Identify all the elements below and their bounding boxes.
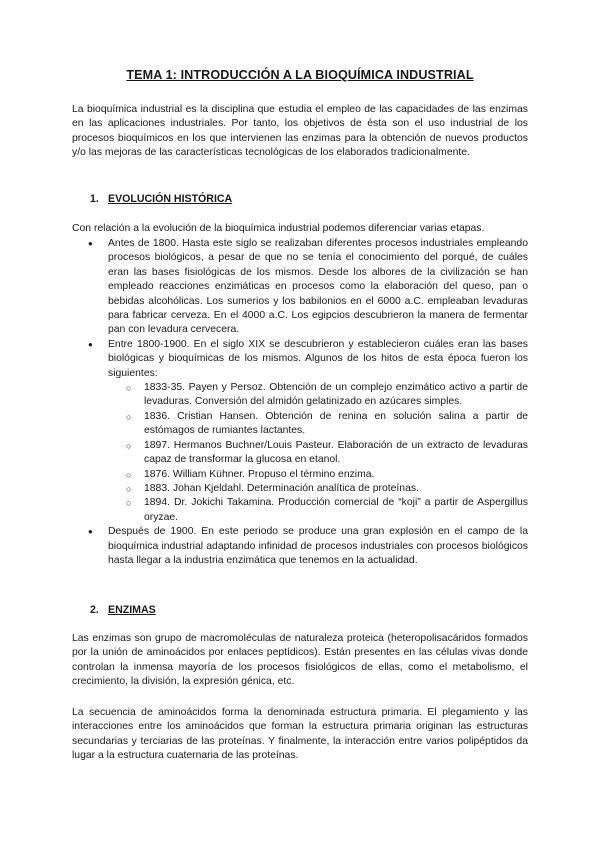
enzymes-paragraph-1: Las enzimas son grupo de macromoléculas de naturaleza proteica (heteropolisacáridos formados por la unión de aminoácidos por enlaces peptídicos). Están presentes en las células vivas donde controlan la inmensa mayoría de los procesos fisiológicos de ellas, como el metabolismo, el crecimiento, la división, la expresión génica, etc. bbox=[72, 633, 528, 688]
milestone-text: 1833-35. Payen y Persoz. Obtención de un complejo enzimático activo a partir de levaduras. Conversión del almidón gelatinizado en azúcares simples. bbox=[144, 382, 528, 408]
section-2-heading bbox=[90, 603, 156, 617]
section-1-heading bbox=[90, 192, 232, 206]
list-item bbox=[108, 381, 528, 410]
section-2-number: 2. bbox=[90, 604, 99, 616]
intro-paragraph: La bioquímica industrial es la disciplina que estudia el empleo de las capacidades de las enzimas en las aplicaciones industriales. Por tanto, los objetivos de ésta son el uso industrial de los procesos bioquímicos en los que intervienen las enzimas para la obtención de nuevos productos y/o las mejoras de las características tecnológicas de los elaborados tradicionalmente. bbox=[72, 104, 528, 159]
bullet-text-after-1900: Después de 1900. En este periodo se produce una gran explosión en el campo de la bioquímica industrial adaptando infinidad de procesos industriales con procesos biológicos hasta llegar a la industria enzimática que tenemos en la actualidad. bbox=[108, 526, 528, 566]
list-item bbox=[108, 468, 528, 482]
section-2-title: ENZIMAS bbox=[108, 604, 156, 616]
section-1-lead: Con relación a la evolución de la bioquímica industrial podemos diferenciar varias etapas. bbox=[72, 223, 485, 234]
list-item bbox=[108, 439, 528, 468]
section-1-number: 1. bbox=[90, 193, 99, 205]
milestones-list bbox=[108, 381, 528, 525]
list-item bbox=[72, 237, 528, 338]
document-title: TEMA 1: INTRODUCCIÓN A LA BIOQUÍMICA INDUSTRIAL bbox=[126, 68, 474, 82]
bullet-text-1800-1900: Entre 1800-1900. En el siglo XIX se descubrieron y establecieron cuáles eran las bases biológicas y bioquímicas de los mismos. Algunos de los hitos de esta época fueron los siguientes: bbox=[108, 338, 528, 379]
list-item bbox=[108, 496, 528, 525]
list-item bbox=[72, 525, 528, 568]
section-1-title: EVOLUCIÓN HISTÓRICA bbox=[108, 193, 233, 205]
list-item bbox=[108, 482, 528, 496]
list-item bbox=[108, 410, 528, 439]
milestone-text: 1836. Cristian Hansen. Obtención de renina en solución salina a partir de estómagos de rumiantes lactantes. bbox=[144, 410, 528, 437]
history-bullet-list bbox=[72, 237, 528, 568]
milestone-text: 1894. Dr. Jokichi Takamina. Producción comercial de “koji” a partir de Aspergillus oryzae. bbox=[144, 497, 528, 523]
milestone-text: 1897. Hermanos Buchner/Louis Pasteur. Elaboración de un extracto de levaduras capaz de transformar la glucosa en etanol. bbox=[144, 439, 528, 466]
list-item bbox=[72, 338, 528, 525]
milestone-text: 1876. William Kühner. Propuso el término enzima. bbox=[144, 468, 375, 480]
bullet-text-before-1800: Antes de 1800. Hasta este siglo se realizaban diferentes procesos industriales empleando procesos biológicos, a pesar de que no se tenía el conocimiento del porqué, de cuáles eran las bases fisiológicas de los mismos. Desde los albores de la civilización se han empleado reacciones enzimáticas en procesos como la elaboración del queso, pan o bebidas alcohólicas. Los sumerios y los babilonios en el 6000 a.C. empleaban levaduras para fabricar cerveza. En el 4000 a.C. Los egipcios descubrieron la manera de fermentar pan con levadura cervecera. bbox=[108, 238, 528, 336]
enzymes-paragraph-2: La secuencia de aminoácidos forma la denominada estructura primaria. El plegamiento y las interacciones entre los aminoácidos que forman la estructura primaria originan las estructuras secundarias y terciarias de las proteínas. Y finalmente, la interacción entre varios polipéptidos da lugar a la estructura cuaternaria de las proteínas. bbox=[72, 707, 528, 762]
milestone-text: 1883. Johan Kjeldahl. Determinación analítica de proteínas. bbox=[144, 482, 419, 494]
